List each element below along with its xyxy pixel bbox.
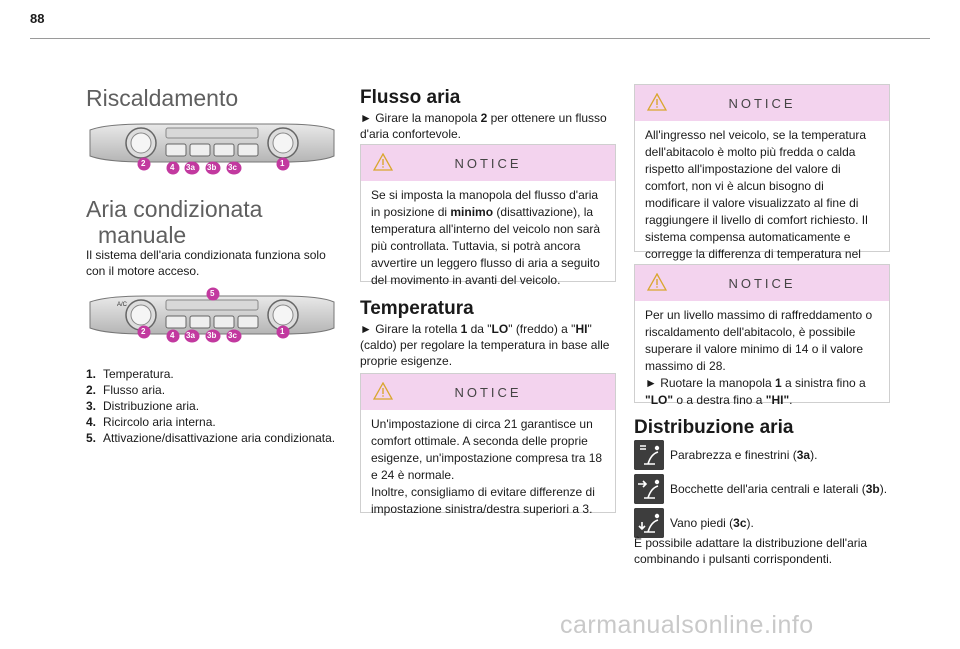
list-item: [86, 430, 341, 446]
list-item: [86, 366, 341, 382]
dist-text-pre: Parabrezza e finestrini (: [670, 448, 797, 462]
windshield-airflow-icon: [634, 440, 664, 470]
page-number: 88: [30, 11, 45, 26]
notice-box-airflow: [360, 144, 616, 287]
list-item-number: 2.: [86, 383, 97, 397]
notice-title: NOTICE: [728, 276, 796, 291]
badge-3a-label: 3a: [186, 331, 195, 340]
temp-text-6: HI: [575, 322, 588, 336]
list-item: [86, 414, 341, 430]
heading-aria-condizionata: [86, 196, 262, 248]
heading-temperatura: Temperatura: [360, 298, 474, 319]
flusso-instruction: [360, 110, 610, 142]
list-item: [634, 440, 894, 470]
list-item: [86, 382, 341, 398]
temperature-instruction: [360, 321, 614, 369]
dist-text: [670, 481, 887, 497]
temp-text-1: ► Girare la rotella: [360, 322, 461, 336]
action-end: .: [789, 393, 793, 407]
panel1-badge-labels: [137, 157, 327, 177]
action-bold-2: "LO": [645, 393, 674, 407]
notice-title: NOTICE: [728, 96, 796, 111]
action-mid: a sinistra fino a: [781, 376, 866, 390]
temp-text-7: " (caldo) per regolare la temperatura in base alle proprie esigenze.: [360, 322, 610, 368]
temp-text-3: da ": [467, 322, 492, 336]
badge-5-label: 5: [210, 289, 215, 298]
list-item-text: Flusso aria.: [103, 383, 166, 397]
notice-body: All'ingresso nel veicolo, se la temperatura dell'abitacolo è molto più fredda o calda rispetto all'impostazione del valore di comfort, non vi è alcun bisogno di modificare il valore visualizzato al fine di raggiungere il livello di comfort richiesto. Il sistema compensa automaticamente e corregge la differenza di temperatura nel: [645, 128, 868, 261]
list-item: [634, 508, 894, 538]
header-divider: [30, 38, 930, 39]
badge-1-label: 1: [280, 159, 285, 168]
badge-2-label: 2: [141, 159, 146, 168]
temp-text-4: LO: [491, 322, 509, 336]
flusso-text-pre: ► Girare la manopola: [360, 111, 481, 125]
flusso-text-post: per ottenere un flusso d'aria confortevole.: [360, 111, 607, 141]
notice-header: [635, 265, 889, 301]
action-bold-1: 1: [774, 376, 782, 390]
heading-line-1: Aria condizionata: [86, 196, 263, 222]
action-pre: ► Ruotare la manopola: [645, 376, 775, 390]
list-item-number: 5.: [86, 431, 97, 445]
notice-box-temperature: [360, 373, 616, 516]
dist-text-bold: 3c: [733, 516, 747, 530]
notice-body: [361, 410, 615, 526]
dist-text: [670, 447, 817, 463]
action-bold-3: "HI": [765, 393, 790, 407]
notice-text-pre: Se si imposta la manopola del flusso d'aria in posizione di: [371, 188, 599, 219]
badge-3c-label: 3c: [228, 331, 237, 340]
feet-airflow-icon: [634, 508, 664, 538]
notice-text-bold: minimo: [450, 205, 494, 219]
list-item-text: Attivazione/disattivazione aria condizionata.: [103, 431, 336, 445]
notice-header: [361, 145, 615, 181]
list-item-text: Temperatura.: [103, 367, 174, 381]
watermark: carmanualsonline.info: [560, 611, 814, 639]
temp-text-5: " (freddo) a ": [508, 322, 576, 336]
list-item-text: Distribuzione aria.: [103, 399, 200, 413]
panel2-badge-labels: [137, 287, 327, 342]
face-vents-airflow-icon: [634, 474, 664, 504]
notice-body: [361, 181, 615, 297]
heading-distribuzione-aria: Distribuzione aria: [634, 417, 794, 438]
notice-header: [635, 85, 889, 121]
distribution-list: [634, 440, 894, 538]
notice-title: NOTICE: [454, 156, 522, 171]
dist-text: [670, 515, 754, 531]
dist-text-bold: 3a: [796, 448, 811, 462]
flusso-text-bold: 2: [480, 111, 488, 125]
list-item-text: Ricircolo aria interna.: [103, 415, 216, 429]
heading-riscaldamento: Riscaldamento: [86, 85, 239, 111]
dist-text-post: ).: [746, 516, 754, 530]
notice-paragraph: Per un livello massimo di raffreddamento o riscaldamento dell'abitacolo, è possibile superare il valore minimo di 14 o il valore massimo di 28.: [645, 308, 873, 373]
notice-box-comfort: [634, 84, 890, 261]
badge-3c-label: 3c: [228, 163, 237, 172]
badge-4-label: 4: [170, 163, 175, 172]
notice-title: NOTICE: [454, 385, 522, 400]
dist-text-post: ).: [879, 482, 888, 496]
badge-4-label: 4: [170, 331, 175, 340]
controls-legend-list: [86, 366, 341, 446]
notice-paragraph: Un'impostazione di circa 21 garantisce un comfort ottimale. A seconda delle proprie esigenze, un'impostazione compresa tra 18 e 24 è normale.: [371, 417, 603, 482]
list-item: [86, 398, 341, 414]
badge-3b-label: 3b: [207, 331, 217, 340]
dist-text-bold: 3b: [865, 482, 880, 496]
notice-header: [361, 374, 615, 410]
badge-3a-label: 3a: [186, 163, 195, 172]
dist-text-post: ).: [810, 448, 818, 462]
badge-1-label: 1: [280, 327, 285, 336]
list-item-number: 3.: [86, 399, 97, 413]
dist-text-pre: Vano piedi (: [670, 516, 734, 530]
list-item-number: 4.: [86, 415, 97, 429]
list-item-number: 1.: [86, 367, 97, 381]
notice-action: [645, 375, 879, 409]
distribution-footer-text: È possibile adattare la distribuzione dell'aria combinando i pulsanti corrispondenti.: [634, 536, 868, 566]
list-item: [634, 474, 894, 504]
action-mid-2: o a destra fino a: [673, 393, 766, 407]
ac-button-label: A/C: [117, 302, 128, 308]
notice-paragraph: Inoltre, consigliamo di evitare differenze di impostazione sinistra/destra superiori a 3.: [371, 485, 595, 516]
badge-2-label: 2: [141, 327, 146, 336]
heading-line-2: manuale: [98, 222, 187, 248]
dist-text-pre: Bocchette dell'aria centrali e laterali (: [670, 482, 866, 496]
badge-3b-label: 3b: [207, 163, 217, 172]
ac-intro-text: Il sistema dell'aria condizionata funziona solo con il motore acceso.: [86, 248, 326, 278]
notice-text-post: (disattivazione), la temperatura all'interno del veicolo non sarà più controllata. Tuttavia, si potrà ancora avvertire un leggero flusso di aria a seguito del movimento in avanti del veicolo.: [371, 205, 601, 287]
temp-text-2: 1: [460, 322, 468, 336]
notice-body: [635, 301, 889, 417]
notice-box-max-cooling: [634, 264, 890, 407]
heading-flusso-aria: Flusso aria: [360, 87, 461, 108]
